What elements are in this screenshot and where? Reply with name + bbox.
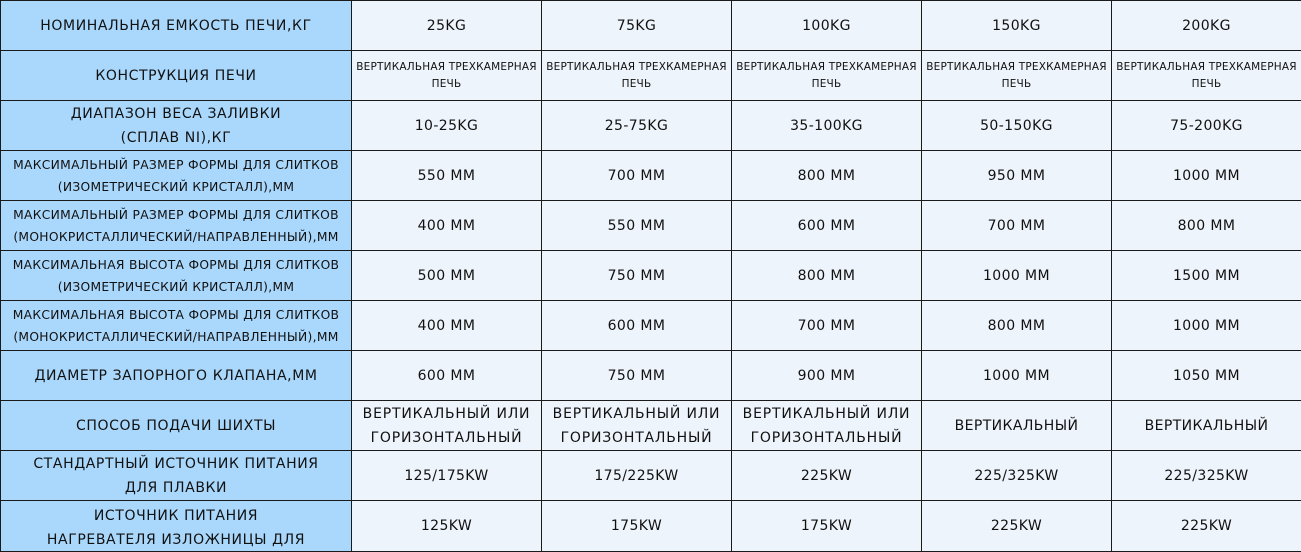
value-cell <box>542 401 732 451</box>
row-label <box>1 301 352 351</box>
value-cell-line: 10-25KG <box>354 114 539 138</box>
row-label-line: (МОНОКРИСТАЛЛИЧЕСКИЙ/НАПРАВЛЕННЫЙ),ММ <box>3 326 349 348</box>
table-row <box>1 451 1301 501</box>
value-cell <box>1112 201 1301 251</box>
value-cell <box>542 451 732 501</box>
value-cell <box>352 101 542 151</box>
row-label <box>1 201 352 251</box>
spec-table-body <box>1 1 1301 552</box>
value-cell-line: 25KG <box>354 14 539 38</box>
value-cell-line: ПЕЧЬ <box>733 76 920 93</box>
value-cell <box>922 501 1112 552</box>
value-cell <box>1112 251 1301 301</box>
value-cell-line: 750 MM <box>544 364 729 388</box>
row-label-line: (ИЗОМЕТРИЧЕСКИЙ КРИСТАЛЛ),ММ <box>3 276 349 298</box>
value-cell <box>542 101 732 151</box>
value-cell <box>542 501 732 552</box>
row-label <box>1 51 352 101</box>
value-cell <box>922 401 1112 451</box>
value-cell <box>732 251 922 301</box>
value-cell <box>542 251 732 301</box>
table-row <box>1 301 1301 351</box>
value-cell-line: ВЕРТИКАЛЬНАЯ ТРЕХКАМЕРНАЯ <box>543 59 730 76</box>
value-cell-line: 800 MM <box>1114 214 1299 238</box>
value-cell <box>542 51 732 101</box>
value-cell-line: ПЕЧЬ <box>923 76 1110 93</box>
row-label <box>1 451 352 501</box>
value-cell-line: 950 MM <box>924 164 1109 188</box>
row-label-line: НАГРЕВАТЕЛЯ ИЗЛОЖНИЦЫ ДЛЯ <box>3 528 349 550</box>
value-cell-line: 200KG <box>1114 14 1299 38</box>
value-cell-line: 1000 MM <box>924 264 1109 288</box>
value-cell <box>732 201 922 251</box>
value-cell-line: ВЕРТИКАЛЬНЫЙ ИЛИ <box>734 402 919 426</box>
value-cell-line: 750 MM <box>544 264 729 288</box>
value-cell-line: 225KW <box>734 464 919 488</box>
value-cell <box>732 151 922 201</box>
value-cell-line: 550 MM <box>354 164 539 188</box>
value-cell <box>922 301 1112 351</box>
row-label-line: ДЛЯ ПЛАВКИ <box>3 476 349 500</box>
table-row <box>1 151 1301 201</box>
value-cell-line: 400 MM <box>354 314 539 338</box>
value-cell-line: 700 MM <box>924 214 1109 238</box>
value-cell-line: 500 MM <box>354 264 539 288</box>
value-cell-line: 125/175KW <box>354 464 539 488</box>
value-cell-line: ВЕРТИКАЛЬНЫЙ <box>924 414 1109 438</box>
value-cell <box>352 401 542 451</box>
value-cell-line: ПЕЧЬ <box>1113 76 1300 93</box>
value-cell-line: 25-75KG <box>544 114 729 138</box>
value-cell <box>732 101 922 151</box>
row-label-line: (СПЛАВ NI),КГ <box>3 126 349 150</box>
value-cell <box>352 251 542 301</box>
value-cell-line: ВЕРТИКАЛЬНАЯ ТРЕХКАМЕРНАЯ <box>923 59 1110 76</box>
value-cell-line: ГОРИЗОНТАЛЬНЫЙ <box>544 426 729 450</box>
value-cell <box>732 401 922 451</box>
value-cell-line: 225/325KW <box>924 464 1109 488</box>
value-cell-line: 150KG <box>924 14 1109 38</box>
row-label-line: (ИЗОМЕТРИЧЕСКИЙ КРИСТАЛЛ),ММ <box>3 176 349 198</box>
value-cell-line: 50-150KG <box>924 114 1109 138</box>
value-cell-line: 700 MM <box>734 314 919 338</box>
row-label <box>1 501 352 552</box>
value-cell <box>922 351 1112 401</box>
value-cell-line: 600 MM <box>734 214 919 238</box>
table-row <box>1 1 1301 51</box>
value-cell <box>542 151 732 201</box>
value-cell <box>352 351 542 401</box>
row-label <box>1 251 352 301</box>
value-cell <box>922 251 1112 301</box>
table-row <box>1 401 1301 451</box>
value-cell-line: 175KW <box>544 514 729 538</box>
row-label-line: МАКСИМАЛЬНЫЙ РАЗМЕР ФОРМЫ ДЛЯ СЛИТКОВ <box>3 154 349 176</box>
value-cell <box>542 301 732 351</box>
row-label-line: КОНСТРУКЦИЯ ПЕЧИ <box>3 64 349 88</box>
value-cell <box>352 51 542 101</box>
table-row <box>1 51 1301 101</box>
value-cell-line: 125KW <box>354 514 539 538</box>
row-label-line: ДИАМЕТР ЗАПОРНОГО КЛАПАНА,ММ <box>3 364 349 388</box>
table-row <box>1 201 1301 251</box>
row-label-line: ИСТОЧНИК ПИТАНИЯ <box>3 504 349 528</box>
value-cell-line: 400 MM <box>354 214 539 238</box>
row-label-line: ДИАПАЗОН ВЕСА ЗАЛИВКИ <box>3 102 349 126</box>
row-label-line: МАКСИМАЛЬНЫЙ РАЗМЕР ФОРМЫ ДЛЯ СЛИТКОВ <box>3 204 349 226</box>
value-cell-line: 800 MM <box>734 264 919 288</box>
value-cell-line: 600 MM <box>544 314 729 338</box>
value-cell <box>542 351 732 401</box>
value-cell-line: 225/325KW <box>1114 464 1299 488</box>
value-cell-line: 225KW <box>924 514 1109 538</box>
value-cell <box>922 1 1112 51</box>
value-cell-line: ГОРИЗОНТАЛЬНЫЙ <box>734 426 919 450</box>
table-row <box>1 501 1301 552</box>
value-cell <box>732 51 922 101</box>
value-cell-line: 175/225KW <box>544 464 729 488</box>
value-cell-line: ВЕРТИКАЛЬНЫЙ ИЛИ <box>544 402 729 426</box>
value-cell <box>1112 451 1301 501</box>
value-cell-line: 35-100KG <box>734 114 919 138</box>
value-cell <box>1112 151 1301 201</box>
value-cell-line: 1000 MM <box>1114 164 1299 188</box>
value-cell <box>352 201 542 251</box>
value-cell <box>352 1 542 51</box>
value-cell <box>352 301 542 351</box>
table-row <box>1 101 1301 151</box>
value-cell <box>922 101 1112 151</box>
table-row <box>1 251 1301 301</box>
value-cell <box>922 451 1112 501</box>
value-cell-line: 550 MM <box>544 214 729 238</box>
value-cell-line: 175KW <box>734 514 919 538</box>
value-cell <box>352 501 542 552</box>
value-cell <box>1112 301 1301 351</box>
value-cell-line: 75KG <box>544 14 729 38</box>
row-label <box>1 401 352 451</box>
row-label-line: СПОСОБ ПОДАЧИ ШИХТЫ <box>3 414 349 438</box>
value-cell-line: 1000 MM <box>924 364 1109 388</box>
value-cell-line: ВЕРТИКАЛЬНЫЙ ИЛИ <box>354 402 539 426</box>
value-cell <box>542 1 732 51</box>
value-cell-line: 1500 MM <box>1114 264 1299 288</box>
value-cell <box>1112 51 1301 101</box>
row-label-line: СТАНДАРТНЫЙ ИСТОЧНИК ПИТАНИЯ <box>3 452 349 476</box>
value-cell <box>922 51 1112 101</box>
value-cell <box>732 451 922 501</box>
value-cell <box>732 351 922 401</box>
value-cell <box>352 451 542 501</box>
value-cell <box>732 501 922 552</box>
value-cell-line: 1050 MM <box>1114 364 1299 388</box>
table-row <box>1 351 1301 401</box>
value-cell-line: ГОРИЗОНТАЛЬНЫЙ <box>354 426 539 450</box>
value-cell-line: 1000 MM <box>1114 314 1299 338</box>
value-cell <box>1112 401 1301 451</box>
value-cell <box>922 201 1112 251</box>
row-label <box>1 1 352 51</box>
value-cell-line: 600 MM <box>354 364 539 388</box>
value-cell <box>732 301 922 351</box>
value-cell <box>1112 501 1301 552</box>
value-cell <box>732 1 922 51</box>
value-cell <box>1112 1 1301 51</box>
value-cell-line: 700 MM <box>544 164 729 188</box>
value-cell-line: 800 MM <box>924 314 1109 338</box>
value-cell-line: ПЕЧЬ <box>543 76 730 93</box>
value-cell-line: 900 MM <box>734 364 919 388</box>
value-cell-line: 800 MM <box>734 164 919 188</box>
row-label <box>1 351 352 401</box>
value-cell-line: 100KG <box>734 14 919 38</box>
value-cell-line: 75-200KG <box>1114 114 1299 138</box>
value-cell-line: ВЕРТИКАЛЬНАЯ ТРЕХКАМЕРНАЯ <box>733 59 920 76</box>
value-cell <box>352 151 542 201</box>
value-cell-line: 225KW <box>1114 514 1299 538</box>
value-cell-line: ВЕРТИКАЛЬНАЯ ТРЕХКАМЕРНАЯ <box>353 59 540 76</box>
row-label-line: (МОНОКРИСТАЛЛИЧЕСКИЙ/НАПРАВЛЕННЫЙ),ММ <box>3 226 349 248</box>
value-cell <box>922 151 1112 201</box>
row-label-line: МАКСИМАЛЬНАЯ ВЫСОТА ФОРМЫ ДЛЯ СЛИТКОВ <box>3 304 349 326</box>
value-cell-line: ВЕРТИКАЛЬНАЯ ТРЕХКАМЕРНАЯ <box>1113 59 1300 76</box>
row-label <box>1 151 352 201</box>
row-label <box>1 101 352 151</box>
value-cell-line: ПЕЧЬ <box>353 76 540 93</box>
row-label-line: НОМИНАЛЬНАЯ ЕМКОСТЬ ПЕЧИ,КГ <box>3 14 349 38</box>
value-cell <box>542 201 732 251</box>
value-cell <box>1112 101 1301 151</box>
row-label-line: МАКСИМАЛЬНАЯ ВЫСОТА ФОРМЫ ДЛЯ СЛИТКОВ <box>3 254 349 276</box>
value-cell <box>1112 351 1301 401</box>
value-cell-line: ВЕРТИКАЛЬНЫЙ <box>1114 414 1299 438</box>
